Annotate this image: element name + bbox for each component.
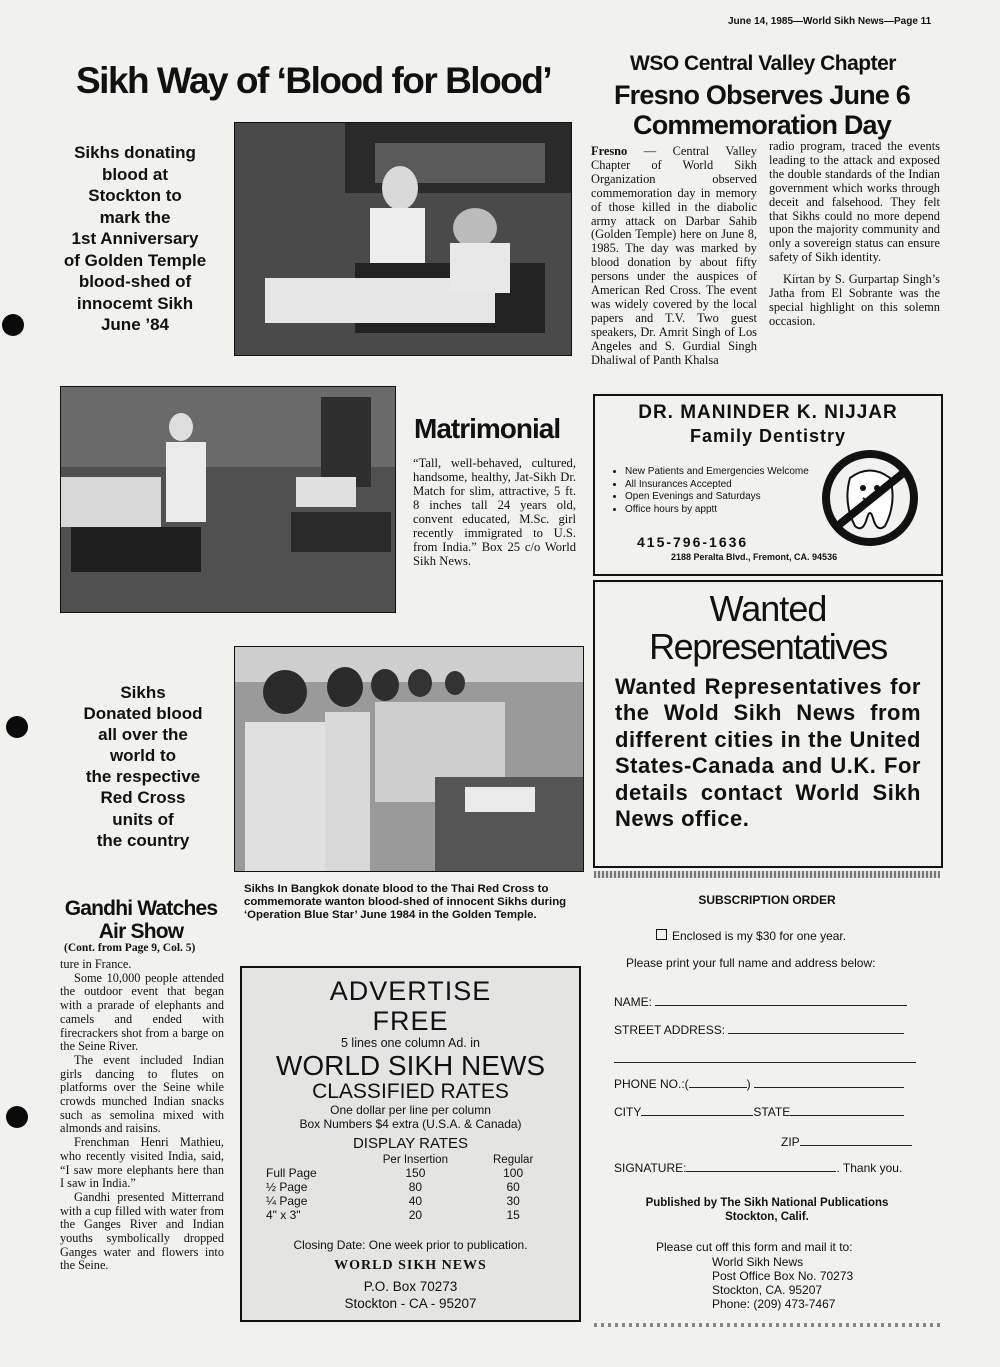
phone-label: PHONE NO.:(	[614, 1077, 689, 1091]
mail-address: World Sikh News Post Office Box No. 70273 Stockton, CA. 95207 Phone: (209) 473-7467	[712, 1255, 854, 1311]
state-label: STATE	[753, 1105, 791, 1119]
advertise-free-box	[240, 966, 581, 1322]
fresno-column-1	[591, 145, 757, 368]
name-row	[614, 995, 907, 1009]
dentist-bullets	[609, 466, 845, 516]
rates-row: ¼ Page 40 30	[266, 1194, 520, 1208]
enclosed-label: Enclosed is my $30 for one year.	[672, 929, 847, 943]
fresno-kicker: WSO Central Valley Chapter	[630, 52, 896, 75]
tooth-mascot-icon	[815, 448, 925, 548]
gandhi-p2: Some 10,000 people attended the outdoor event that began with a prarade of elephants and camels and ended with firecrackers shot from a barge on the Seine River.	[60, 970, 224, 1054]
advertise-closing: Closing Date: One week prior to publication.	[293, 1238, 528, 1252]
advertise-classified-1: One dollar per line per column	[330, 1103, 491, 1117]
name-field[interactable]	[655, 1005, 907, 1006]
caption-stockton: Sikhs donating blood at Stockton to mark the 1st Anniversary of Golden Temple blood-shed of innocemt Sikh June ’84	[63, 143, 207, 334]
city-label: CITY	[614, 1105, 642, 1119]
dentist-bullet: • Open Evenings and Saturdays	[625, 491, 845, 504]
photo-blood-donation-stockton	[234, 122, 572, 356]
published-1: Published by The Sikh National Publications	[645, 1197, 889, 1209]
page-header: June 14, 1985—World Sikh News—Page 11	[728, 16, 932, 27]
zip-row	[781, 1135, 912, 1149]
city-field[interactable]	[641, 1115, 753, 1116]
photo-bangkok-donors	[234, 646, 584, 872]
gandhi-p3: The event included Indian girls dancing to flutes on platforms over the Seine while crowds munched Indian snacks such as semolina mixed with almonds and raisins.	[60, 1052, 224, 1136]
binder-hole-1	[2, 314, 24, 336]
street-field[interactable]	[728, 1033, 904, 1034]
fresno-column-2	[769, 140, 940, 329]
gandhi-p1: ture in France.	[60, 957, 132, 971]
photo-donors-clinic	[60, 386, 396, 613]
dentist-bullet: • All Insurances Accepted	[625, 479, 845, 492]
rates-row: ½ Page 80 60	[266, 1180, 520, 1194]
subscription-border-bottom	[594, 1323, 940, 1327]
rates-row: Full Page 150 100	[266, 1166, 524, 1180]
subscription-title: SUBSCRIPTION ORDER	[698, 893, 836, 907]
advertise-paper: WORLD SIKH NEWS	[275, 1050, 546, 1081]
phone-close: )	[746, 1077, 751, 1091]
signature-label: SIGNATURE:	[614, 1161, 687, 1175]
street-field-2[interactable]	[614, 1062, 916, 1063]
gandhi-p5: Gandhi presented Mitterrand with a cup filled with water from the Ganges River and Indian youths symbolically dropped Ganges water and flowers into the Seine.	[60, 1189, 224, 1273]
phone-row	[614, 1077, 904, 1091]
wanted-body: Wanted Representatives for the Wold Sikh News from different cities in the United States-Canada and U.K. For details contact World Sikh News office.	[615, 674, 921, 832]
rates-row: 4" x 3" 20 15	[266, 1208, 520, 1222]
caption-bangkok: Sikhs In Bangkok donate blood to the Thai Red Cross to commemorate wanton blood-shed of innocent Sikhs during ‘Operation Blue Star’ June 1984 in the Golden Temple.	[244, 883, 567, 921]
dentist-bullet: • New Patients and Emergencies Welcome	[625, 466, 845, 479]
phone-field[interactable]	[754, 1087, 904, 1088]
dentist-specialty: Family Dentistry	[689, 426, 847, 446]
signature-thanks: . Thank you.	[836, 1161, 903, 1175]
fresno-col2-p2: Kirtan by S. Gurpartap Singh’s Jatha from El Sobrante was the special highlight on this solemn occasion.	[769, 272, 940, 328]
binder-hole-3	[6, 1106, 28, 1128]
fresno-dateline: Fresno	[591, 144, 628, 158]
gandhi-article	[60, 958, 224, 1273]
gandhi-heading-1: Gandhi Watches	[64, 897, 218, 920]
advertise-classified-2: Box Numbers $4 extra (U.S.A. & Canada)	[299, 1117, 522, 1131]
subscription-print: Please print your full name and address below:	[626, 956, 876, 970]
dentist-bullet: • Office hours by apptt	[625, 504, 845, 517]
advertise-footer-name: WORLD SIKH NEWS	[334, 1258, 487, 1273]
dentist-address: 2188 Peralta Blvd., Fremont, CA. 94536	[671, 552, 838, 562]
display-rates-table	[262, 1154, 552, 1222]
fresno-col2-p1: radio program, traced the events leading to the attack and exposed the double standards of the Indian government which works through deceit and falsehood. They felt that Sikhs could no more depend upon the majority community and only a sovereign status can ensure safety of Sikh identity.	[769, 139, 940, 265]
state-field[interactable]	[790, 1115, 904, 1116]
zip-field[interactable]	[800, 1145, 912, 1146]
fresno-headline-2: Commemoration Day	[633, 110, 891, 140]
dentist-name: DR. MANINDER K. NIJJAR	[638, 402, 898, 423]
fresno-col1-text: — Central Valley Chapter of World Sikh Organization observed commemoration day in memory of those killed in the diabolic army attack on Darbar Sahib (Golden Temple) here on June 8, 1985. The day was marked by blood donation by about fifty persons under the auspices of American Red Cross. The event was widely covered by the local papers and T.V. Two guest speakers, Dr. Amrit Singh of Los Angeles and S. Gurdial Singh Dhaliwal of Panth Khalsa	[591, 144, 757, 367]
headline-blood-for-blood: Sikh Way of ‘Blood for Blood’	[76, 60, 552, 101]
subscription-enclosed-row	[656, 929, 846, 943]
signature-row	[614, 1161, 902, 1175]
gandhi-p4: Frenchman Henri Mathieu, who recently visited India, said, “I saw more elephants here than I saw in India.”	[60, 1135, 224, 1191]
fresno-headline-1: Fresno Observes June 6	[613, 80, 911, 110]
matrimonial-heading: Matrimonial	[414, 413, 561, 444]
subscription-border-top	[594, 871, 940, 878]
advertise-display: DISPLAY RATES	[352, 1135, 469, 1152]
zip-label: ZIP	[781, 1135, 800, 1149]
published-2: Stockton, Calif.	[725, 1211, 809, 1223]
rates-col-reg: Regular	[493, 1154, 534, 1166]
enclosed-checkbox[interactable]	[656, 929, 667, 940]
wanted-representatives-box	[593, 580, 943, 868]
dentist-phone: 415-796-1636	[637, 534, 749, 550]
binder-hole-2	[6, 716, 28, 738]
gandhi-heading-2: Air Show	[98, 920, 184, 943]
advertise-city: Stockton - CA - 95207	[344, 1296, 477, 1311]
caption-red-cross: Sikhs Donated blood all over the world to the respective Red Cross units of the country	[83, 683, 203, 850]
advertise-line-1: ADVERTISE	[329, 976, 492, 1006]
dentist-ad	[593, 394, 943, 576]
matrimonial-body: “Tall, well-behaved, cultured, handsome, healthy, Jat-Sikh Dr. Match for slim, attractive, 5 ft. 8 inches tall 24 years old, convent educated, M.Sc. girl recently immigrated to U.S. from India.” Box 25 c/o World Sikh News.	[413, 456, 576, 568]
advertise-classified: CLASSIFIED RATES	[312, 1080, 509, 1103]
signature-field[interactable]	[686, 1171, 836, 1172]
advertise-line-2: FREE	[372, 1006, 449, 1036]
name-label: NAME:	[614, 995, 653, 1009]
gandhi-continued: (Cont. from Page 9, Col. 5)	[64, 942, 196, 954]
advertise-pobox: P.O. Box 70273	[363, 1279, 458, 1294]
wanted-heading-2: Representatives	[649, 626, 887, 667]
city-row	[614, 1105, 904, 1119]
advertise-sub: 5 lines one column Ad. in	[341, 1036, 480, 1050]
rates-header-row	[262, 1154, 552, 1166]
street-row	[614, 1023, 904, 1037]
phone-area-field[interactable]	[689, 1087, 747, 1088]
rates-col-per: Per Insertion	[382, 1154, 448, 1166]
wanted-heading-1: Wanted	[709, 588, 827, 629]
street-label: STREET ADDRESS:	[614, 1023, 726, 1037]
cut-instructions: Please cut off this form and mail it to:	[656, 1240, 853, 1254]
